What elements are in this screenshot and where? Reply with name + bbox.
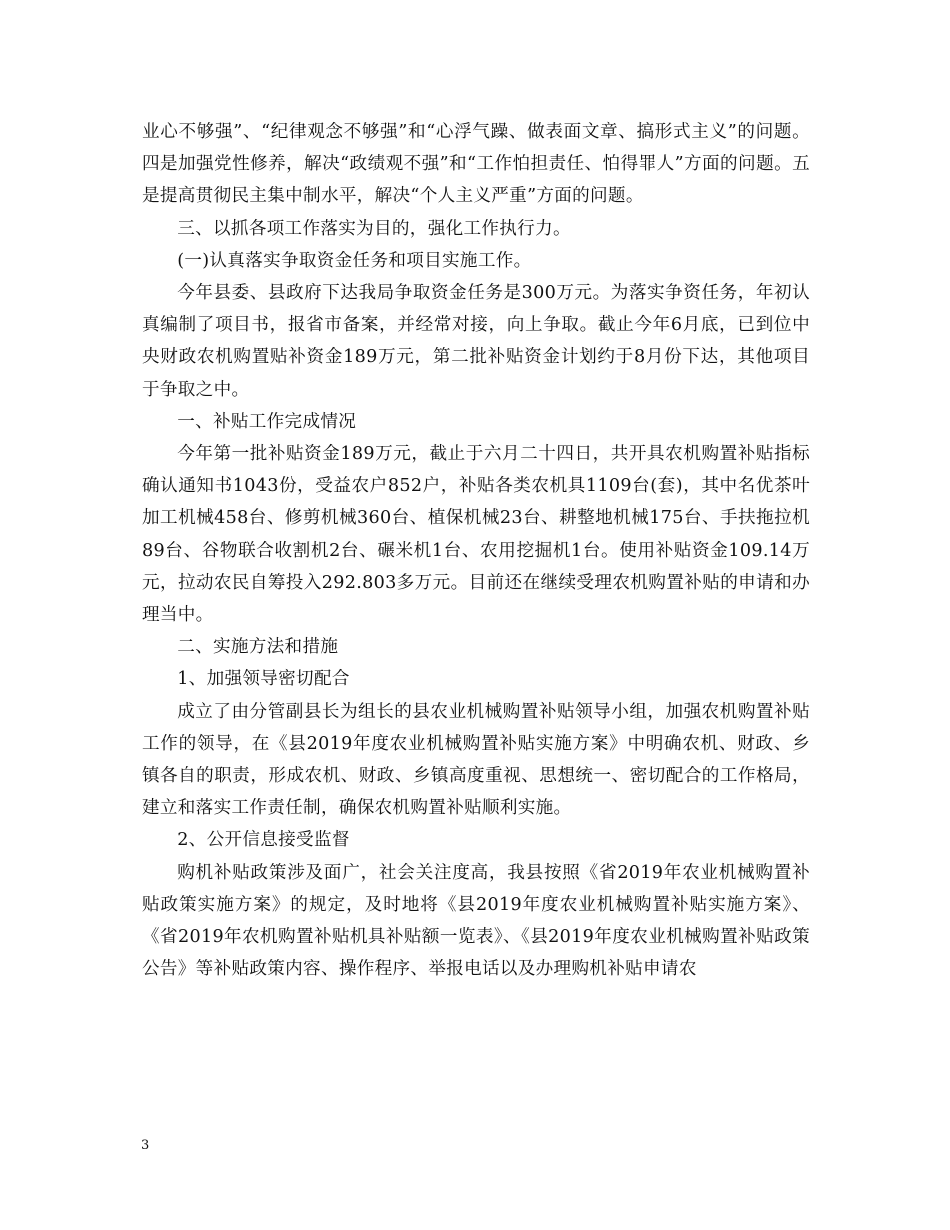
section-heading: 一、补贴工作完成情况 xyxy=(177,411,357,432)
paragraph: 业心不够强”、“纪律观念不够强”和“心浮气躁、做表面文章、搞形式主义”的问题。四是加强党性修养，解决“政绩观不强”和“工作怕担责任、怕得罪人”方面的问题。五是提高贯彻民主集中制水平，解决“个人主义严重”方面的问题。 xyxy=(142,122,810,207)
paragraph: 今年第一批补贴资金189万元，截止于六月二十四日，共开具农机购置补贴指标确认通知书1043份，受益农户852户，补贴各类农机具1109台(套)，其中名优茶叶加工机械458台、修剪机械360台、植保机械23台、耕整地机械175台、手扶拖拉机89台、谷物联合收割机2台、碾米机1台、农用挖掘机1台。使用补贴资金109.14万元，拉动农民自筹投入292.803多万元。目前还在继续受理农机购置补贴的申请和办理当中。 xyxy=(142,444,810,626)
subsection-heading: 2、公开信息接受监督 xyxy=(177,830,350,851)
section-heading: 二、实施方法和措施 xyxy=(177,637,339,658)
document-body xyxy=(142,116,810,985)
subsection-heading: 1、加强领导密切配合 xyxy=(177,669,350,690)
subsection-heading: (一)认真落实争取资金任务和项目实施工作。 xyxy=(177,250,532,271)
section-heading: 三、以抓各项工作落实为目的，强化工作执行力。 xyxy=(177,218,571,239)
page-number: 3 xyxy=(141,1138,150,1153)
paragraph: 成立了由分管副县长为组长的县农业机械购置补贴领导小组，加强农机购置补贴工作的领导，在《县2019年度农业机械购置补贴实施方案》中明确农机、财政、乡镇各自的职责，形成农机、财政、乡镇高度重视、思想统一、密切配合的工作格局，建立和落实工作责任制，确保农机购置补贴顺利实施。 xyxy=(142,701,810,819)
paragraph: 购机补贴政策涉及面广，社会关注度高，我县按照《省2019年农业机械购置补贴政策实施方案》的规定，及时地将《县2019年度农业机械购置补贴实施方案》、《省2019年农机购置补贴机具补贴额一览表》、《县2019年度农业机械购置补贴政策公告》等补贴政策内容、操作程序、举报电话以及办理购机补贴申请农 xyxy=(142,862,810,980)
paragraph: 今年县委、县政府下达我局争取资金任务是300万元。为落实争资任务，年初认真编制了项目书，报省市备案，并经常对接，向上争取。截止今年6月底，已到位中央财政农机购置贴补资金189万元，第二批补贴资金计划约于8月份下达，其他项目于争取之中。 xyxy=(142,283,810,400)
